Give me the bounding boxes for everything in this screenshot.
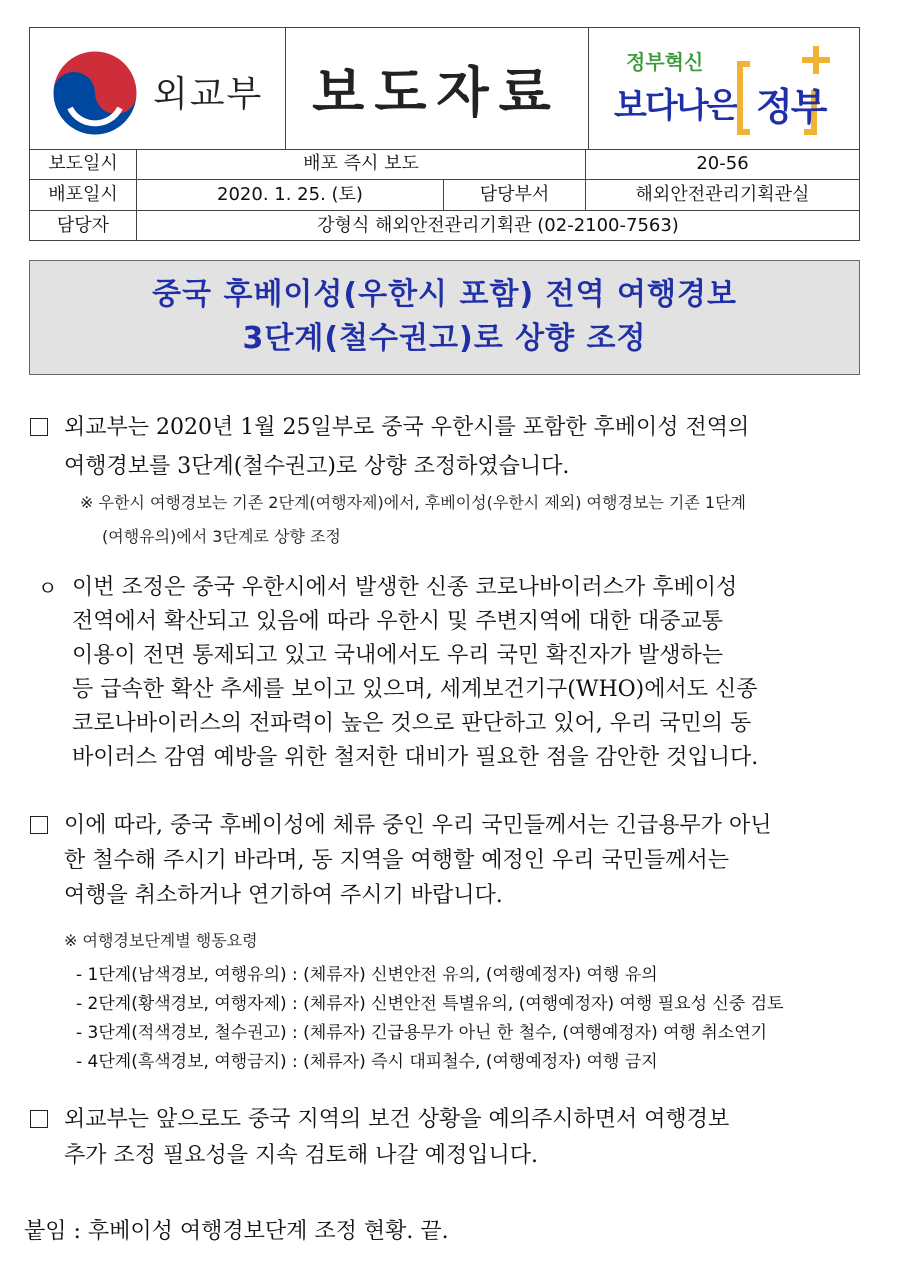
header-top-row <box>30 28 859 150</box>
para2-line1: 이번 조정은 중국 우한시에서 발생한 신종 코로나바이러스가 후베이성 <box>72 575 738 600</box>
para4-line2: 추가 조정 필요성을 지속 검토해 나갈 예정입니다. <box>64 1143 538 1168</box>
para1-line1: 외교부는 2020년 1월 25일부로 중국 우한시를 포함한 후베이성 전역의 <box>64 415 750 440</box>
dist-date-value: 2020. 1. 25. (토) <box>137 180 444 210</box>
distribution-date-row <box>30 180 859 211</box>
dept-label: 담당부서 <box>444 180 586 210</box>
level-3-item: - 3단계(적색경보, 철수권고) : (체류자) 긴급용무가 아닌 한 철수, (여행예정자) 여행 취소연기 <box>76 1023 768 1043</box>
ministry-name: 외교부 <box>153 74 264 115</box>
note2-title: ※ 여행경보단계별 행동요령 <box>64 931 258 950</box>
checkbox-square-icon <box>30 1110 48 1128</box>
contact-value: 강형식 해외안전관리기획관 (02-2100-7563) <box>317 215 679 236</box>
para4-line1: 외교부는 앞으로도 중국 지역의 보건 상황을 예의주시하면서 여행경보 <box>64 1107 730 1132</box>
headline-line-2: 3단계(철수권고)로 상향 조정 <box>242 321 647 356</box>
gov-slogan-a: 보다나은 <box>614 86 738 126</box>
para3-line1: 이에 따라, 중국 후베이성에 체류 중인 우리 국민들께서는 긴급용무가 아닌 <box>64 813 772 838</box>
document-number: 20-56 <box>696 153 749 174</box>
bullet-marker: ㅇ <box>38 576 58 600</box>
contact-label: 담당자 <box>30 211 137 241</box>
contact-row <box>30 211 859 241</box>
press-header-table <box>29 27 860 241</box>
report-date-value: 배포 즉시 보도 <box>137 149 586 179</box>
note1-line2: (여행유의)에서 3단계로 상향 조정 <box>102 527 341 546</box>
para2-line2: 전역에서 확산되고 있음에 따라 우한시 및 주변지역에 대한 대중교통 <box>72 609 724 634</box>
attachment-line: 붙임 : 후베이성 여행경보단계 조정 현황. 끝. <box>24 1219 449 1244</box>
press-release-title-cell <box>285 28 589 149</box>
note1-line1: ※ 우한시 여행경보는 기존 2단계(여행자제)에서, 후베이성(우한시 제외) 여행경보는 기존 1단계 <box>80 493 747 512</box>
level-2-item: - 2단계(황색경보, 여행자제) : (체류자) 신변안전 특별유의, (여행예정자) 여행 필요성 신중 검토 <box>76 994 784 1014</box>
dist-date-label: 배포일시 <box>30 180 137 210</box>
gov-slogan-top: 정부혁신 <box>626 50 704 74</box>
report-date-label: 보도일시 <box>30 149 137 179</box>
para3-line3: 여행을 취소하거나 연기하여 주시기 바랍니다. <box>64 883 503 908</box>
dept-value: 해외안전관리기획관실 <box>635 184 810 205</box>
checkbox-square-icon <box>30 418 48 436</box>
para1-line2: 여행경보를 3단계(철수권고)로 상향 조정하였습니다. <box>64 454 570 479</box>
headline-banner <box>29 260 860 375</box>
level-4-item: - 4단계(흑색경보, 여행금지) : (체류자) 즉시 대피철수, (여행예정자) 여행 금지 <box>76 1052 658 1072</box>
para2-line5: 코로나바이러스의 전파력이 높은 것으로 판단하고 있어, 우리 국민의 동 <box>72 711 752 736</box>
gov-innovation-logo <box>588 28 859 149</box>
para2-line6: 바이러스 감염 예방을 위한 철저한 대비가 필요한 점을 감안한 것입니다. <box>72 745 759 770</box>
ministry-logo-cell <box>30 28 286 149</box>
headline-line-1: 중국 후베이성(우한시 포함) 전역 여행경보 <box>152 277 737 312</box>
para3-line2: 한 철수해 주시기 바라며, 동 지역을 여행할 예정인 우리 국민들께서는 <box>64 848 729 873</box>
taegeuk-logo-icon <box>50 48 140 138</box>
para2-line3: 이용이 전면 통제되고 있고 국내에서도 우리 국민 확진자가 발생하는 <box>72 643 724 668</box>
gov-slogan-b: 정부 <box>756 85 826 129</box>
level-1-item: - 1단계(남색경보, 여행유의) : (체류자) 신변안전 유의, (여행예정자) 여행 유의 <box>76 965 658 985</box>
checkbox-square-icon <box>30 816 48 834</box>
report-date-row <box>30 149 859 180</box>
para2-line4: 등 급속한 확산 추세를 보이고 있으며, 세계보건기구(WHO)에서도 신종 <box>72 677 758 702</box>
press-release-title: 보도자료 <box>312 61 561 124</box>
